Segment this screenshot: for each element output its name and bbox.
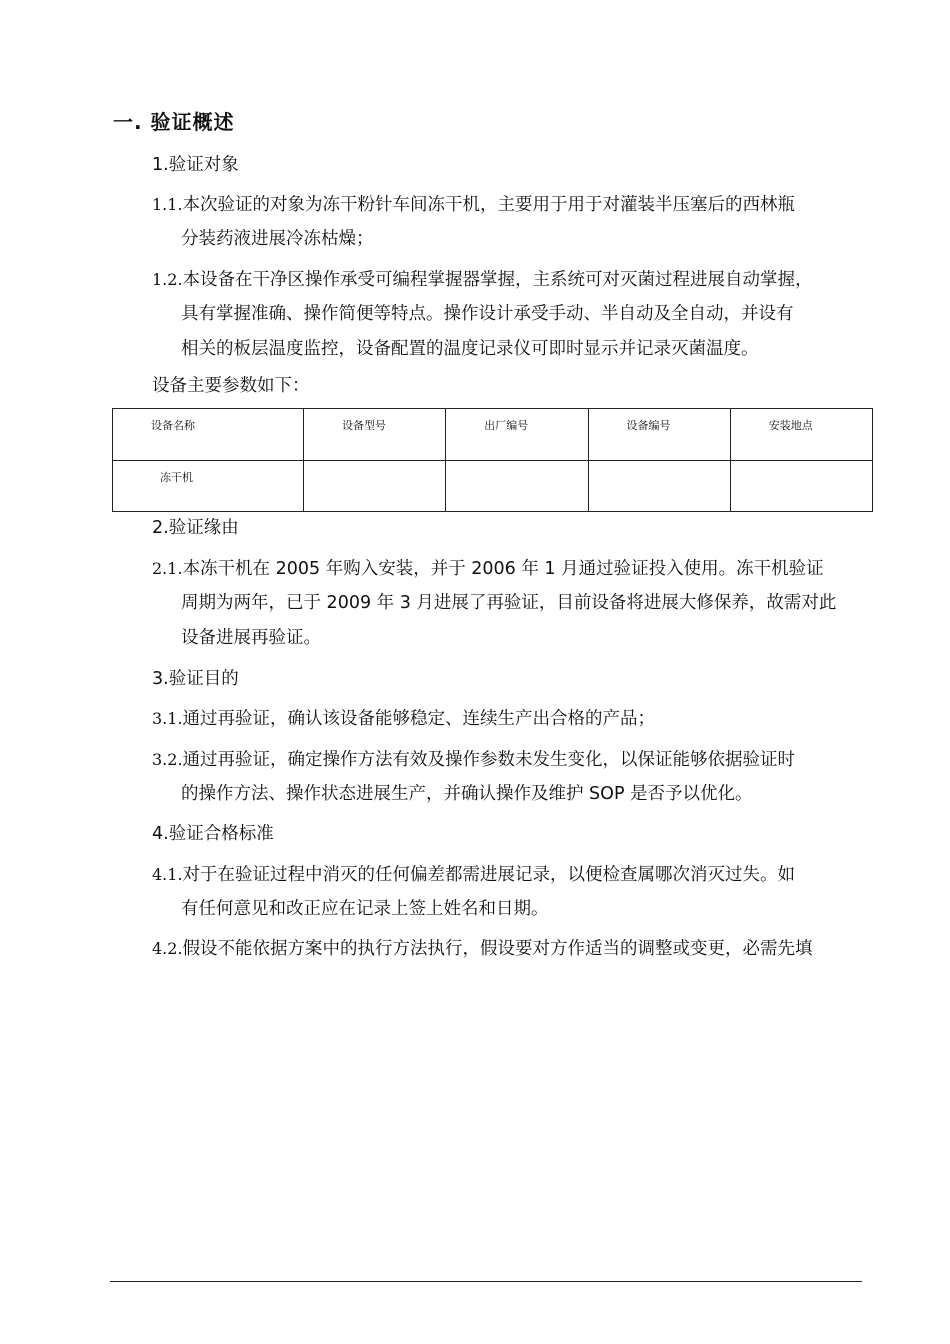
heading-verification-purpose: 3.验证目的 [152,669,239,689]
table-row [113,461,873,512]
paragraph-text: 通过再验证，确认该设备能够稳定、连续生产出合格的产品； [182,709,656,729]
params-intro: 设备主要参数如下： [152,376,310,396]
table-cell [730,461,872,512]
heading-verification-object: 1.验证对象 [152,155,239,175]
paragraph-text: 本设备在干净区操作承受可编程掌握器掌握，主系统可对灭菌过程进展自动掌握， [182,270,813,290]
table-header-cell: 设备型号 [304,409,446,461]
heading-acceptance-criteria: 4.验证合格标准 [152,824,274,844]
paragraph-4-1-line-2: 有任何意见和改正应在记录上签上姓名和日期。 [181,899,549,919]
table-header-cell: 出厂编号 [446,409,588,461]
paragraph-2-1-line-3: 设备进展再验证。 [181,628,321,648]
paragraph-3-2-line-1 [152,748,795,772]
item-number: 4.1. [152,865,183,884]
item-number: 2.1. [152,559,183,578]
item-number: 3.2. [152,750,183,769]
paragraph-text: 本冻干机在 2005 年购入安装，并于 2006 年 1 月通过验证投入使用。冻干机验证 [182,559,824,579]
table-header-row [113,409,873,461]
table-cell [588,461,730,512]
table-cell [304,461,446,512]
paragraph-text: 对于在验证过程中消灭的任何偏差都需进展记录，以便检查属哪次消灭过失。如 [182,865,796,885]
equipment-params-table [112,408,873,512]
paragraph-1-2-line-3: 相关的板层温度监控，设备配置的温度记录仪可即时显示并记录灭菌温度。 [181,339,759,359]
paragraph-text: 通过再验证，确定操作方法有效及操作参数未发生变化，以保证能够依据验证时 [182,750,796,770]
table-cell [446,461,588,512]
paragraph-1-1-line-2: 分装药液进展冷冻枯燥； [181,229,374,249]
paragraph-1-2-line-2: 具有掌握准确、操作简便等特点。操作设计承受手动、半自动及全自动，并设有 [181,304,794,324]
table-cell: 冻干机 [113,461,304,512]
paragraph-2-1-line-2: 周期为两年，已于 2009 年 3 月进展了再验证，目前设备将进展大修保养，故需对此 [181,593,837,613]
paragraph-text: 假设不能依据方案中的执行方法执行，假设要对方作适当的调整或变更，必需先填 [182,939,813,959]
paragraph-3-2-line-2: 的操作方法、操作状态进展生产，并确认操作及维护 SOP 是否予以优化。 [181,784,753,804]
paragraph-1-1-line-1 [152,193,795,217]
item-number: 1.2. [152,270,183,289]
table-header-cell: 设备名称 [113,409,304,461]
paragraph-4-1-line-1 [152,863,795,887]
paragraph-3-1-line-1 [152,707,655,731]
paragraph-1-2-line-1 [152,268,813,292]
paragraph-4-2-line-1 [152,937,813,961]
item-number: 1.1. [152,195,183,214]
item-number: 3.1. [152,709,183,728]
item-number: 4.2. [152,939,183,958]
paragraph-text: 本次验证的对象为冻干粉针车间冻干机，主要用于用于对灌装半压塞后的西林瓶 [182,195,796,215]
heading-verification-reason: 2.验证缘由 [152,518,239,538]
paragraph-2-1-line-1 [152,557,824,581]
table-header-cell: 设备编号 [588,409,730,461]
section-title: 一. 验证概述 [113,110,235,134]
footer-divider [110,1281,862,1282]
table-header-cell: 安装地点 [730,409,872,461]
